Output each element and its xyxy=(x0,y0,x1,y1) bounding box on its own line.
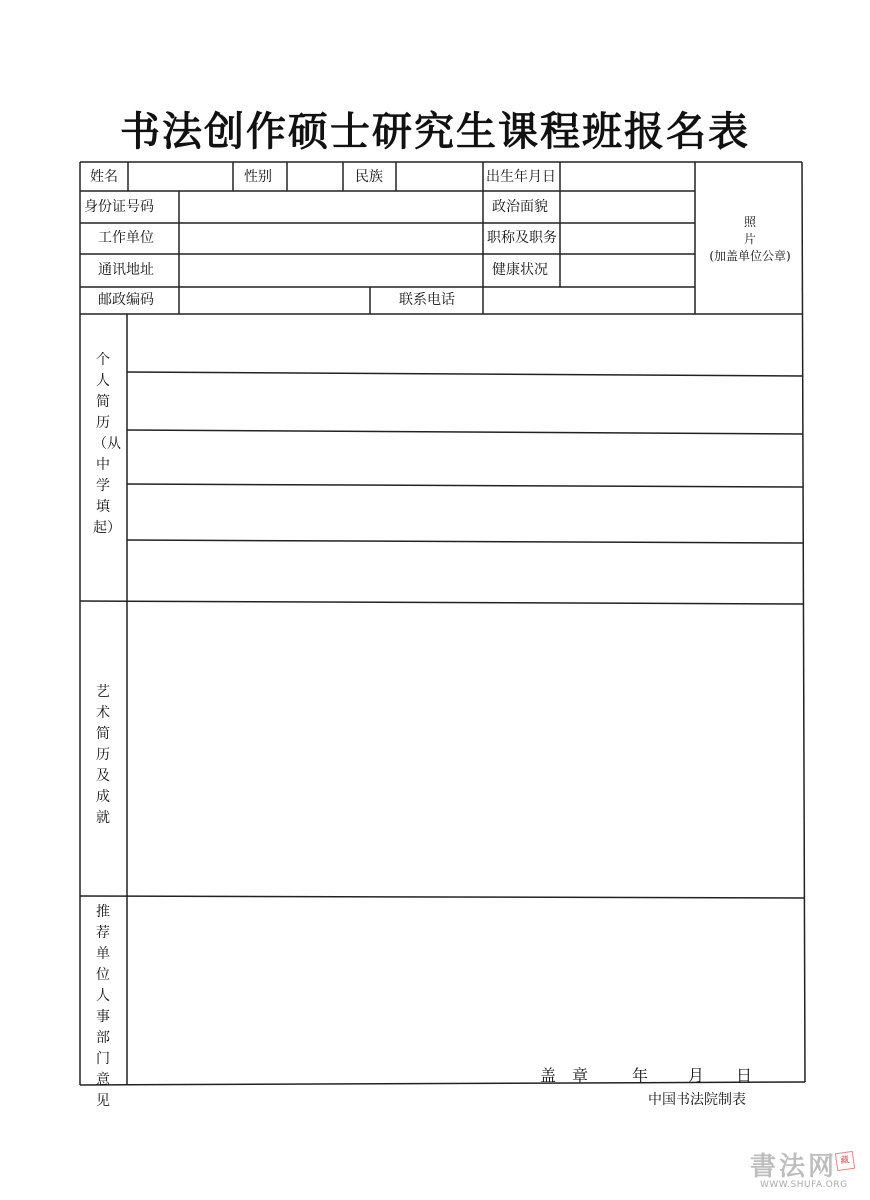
watermark-logo: 書法网 xyxy=(750,1152,838,1182)
name-field[interactable] xyxy=(129,163,232,190)
stamp-day-label: 日 xyxy=(736,1066,753,1085)
personal-history-line-1[interactable] xyxy=(129,316,801,372)
employer-field[interactable] xyxy=(180,224,482,253)
label-postal-code: 邮政编码 xyxy=(98,292,154,308)
label-name: 姓名 xyxy=(90,169,118,185)
watermark-seal: 藏 xyxy=(835,1151,855,1171)
personal-history-line-3[interactable] xyxy=(129,434,801,484)
label-political-status: 政治面貌 xyxy=(492,199,548,215)
personal-history-line-4[interactable] xyxy=(129,488,801,540)
personal-history-line-2[interactable] xyxy=(129,376,801,430)
phone-field[interactable] xyxy=(484,288,694,313)
stamp-seal-label: 盖 章 xyxy=(540,1066,589,1085)
health-field[interactable] xyxy=(561,255,694,286)
personal-history-label: 个人简历（从中学填起） xyxy=(93,352,121,536)
personal-history-line-5[interactable] xyxy=(129,544,801,600)
photo-label-3: (加盖单位公章) xyxy=(709,249,791,263)
ethnicity-field[interactable] xyxy=(397,163,482,190)
label-employer: 工作单位 xyxy=(98,230,154,246)
photo-placeholder xyxy=(695,214,805,265)
address-field[interactable] xyxy=(180,255,482,286)
recommendation-field[interactable] xyxy=(129,900,801,1050)
photo-label-2: 片 xyxy=(743,232,756,246)
label-health: 健康状况 xyxy=(492,262,548,278)
postal-code-field[interactable] xyxy=(180,288,369,313)
gender-field[interactable] xyxy=(288,163,342,190)
watermark-url: WWW.SHUFA.ORG xyxy=(760,1180,848,1190)
photo-label-1: 照 xyxy=(743,215,756,229)
form-footer: 中国书法院制表 xyxy=(648,1092,746,1108)
label-ethnicity: 民族 xyxy=(355,169,383,185)
birth-date-field[interactable] xyxy=(561,163,694,190)
label-birth-date: 出生年月日 xyxy=(486,169,556,185)
label-gender: 性别 xyxy=(244,169,272,185)
site-watermark xyxy=(742,1146,860,1194)
art-history-label: 艺术简历及成就 xyxy=(96,684,110,826)
title-position-field[interactable] xyxy=(561,224,694,253)
art-history-field[interactable] xyxy=(129,605,801,895)
label-address: 通讯地址 xyxy=(98,262,154,278)
stamp-month-label: 月 xyxy=(688,1066,705,1085)
label-title-position: 职称及职务 xyxy=(487,230,557,246)
form-title: 书法创作硕士研究生课程班报名表 xyxy=(120,108,750,155)
stamp-year-label: 年 xyxy=(632,1066,649,1085)
id-number-field[interactable] xyxy=(180,192,482,222)
label-id-number: 身份证号码 xyxy=(84,199,154,215)
political-status-field[interactable] xyxy=(561,192,694,222)
label-phone: 联系电话 xyxy=(399,292,455,308)
recommendation-label: 推荐单位人事部门意见 xyxy=(96,904,110,1109)
